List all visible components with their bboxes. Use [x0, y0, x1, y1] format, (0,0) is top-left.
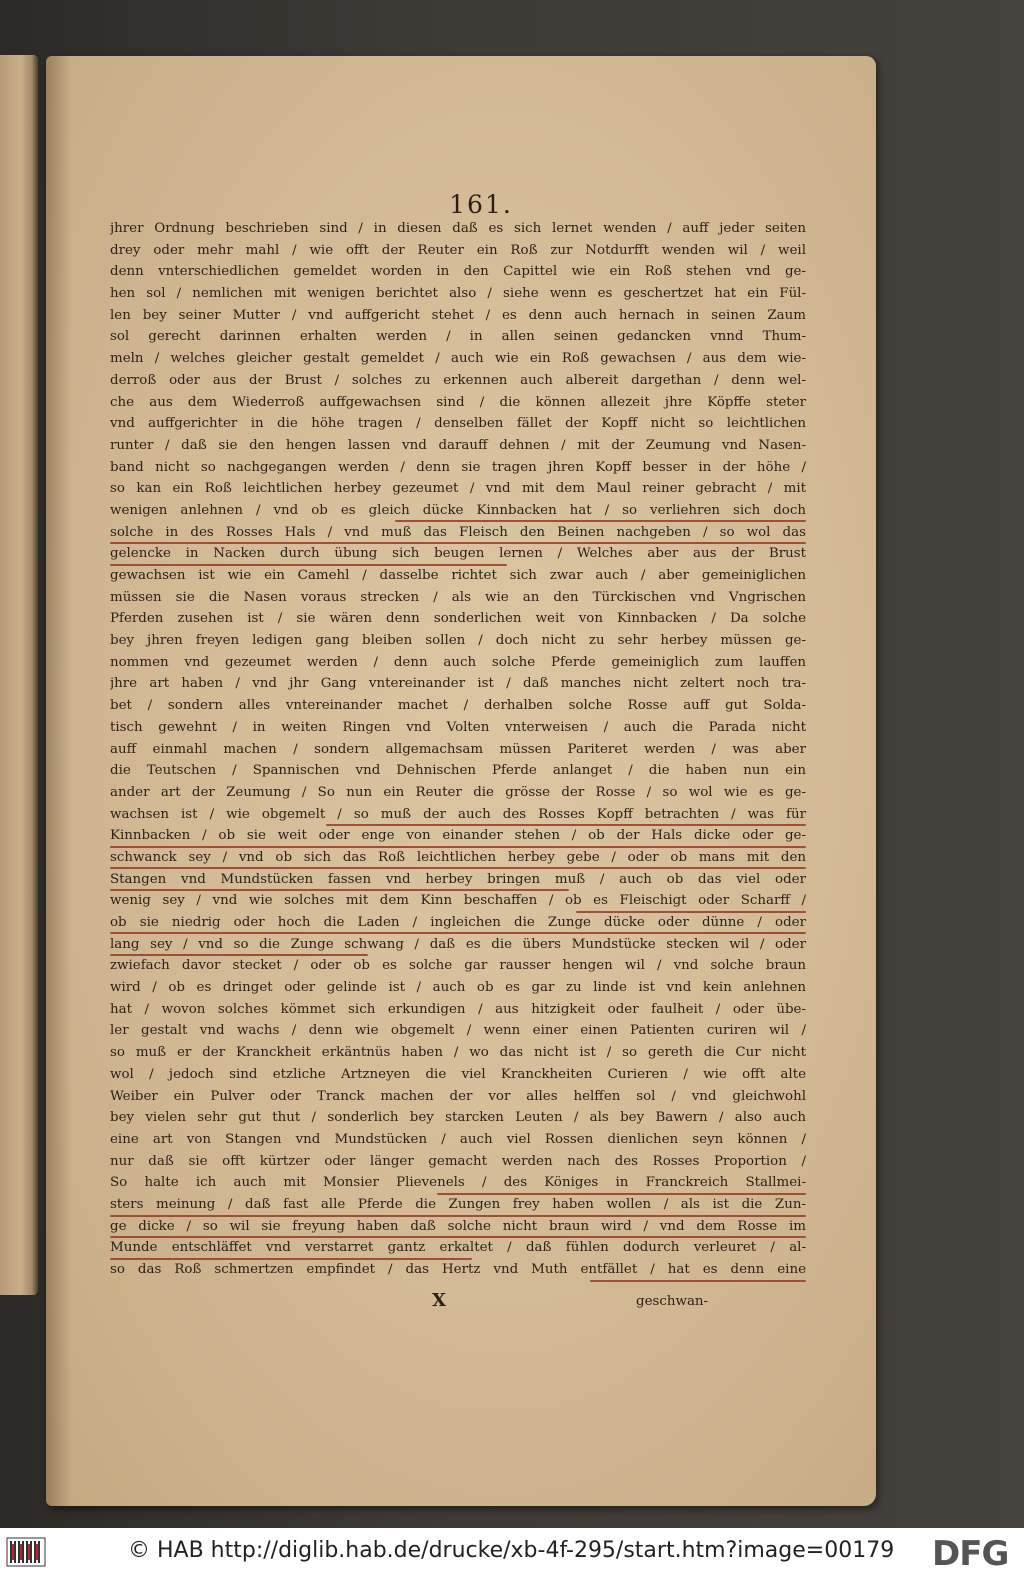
text-line: runter / daß sie den hengen lassen vnd darauff dehnen / mit der Zeumung vnd Nasen-	[110, 437, 806, 453]
red-underline	[437, 1193, 806, 1195]
text-block	[110, 218, 806, 1281]
text-line: so kan ein Roß leichtlichen herbey gezeumet / vnd mit dem Maul reiner gebracht / mit	[110, 481, 806, 497]
text-line: nur daß sie offt kürtzer oder länger gemacht werden nach des Rosses Proportion /	[110, 1153, 806, 1169]
text-line: hen sol / nemlichen mit wenigen berichtet also / siehe wenn es geschertzet hat ein Fül-	[110, 286, 806, 302]
text-line: sol gerecht darinnen erhalten werden / in allen seinen gedancken vnnd Thum-	[110, 329, 806, 345]
text-line: band nicht so nachgegangen werden / denn sie tragen jhren Kopff besser in der höhe /	[110, 459, 806, 475]
text-line: bey jhren freyen ledigen gang bleiben sollen / doch nicht zu sehr herbey müssen ge-	[110, 633, 806, 649]
red-underline	[110, 867, 806, 869]
red-underline	[576, 911, 806, 913]
text-line: bey vielen sehr gut thut / sonderlich bey starcken Leuten / als bey Bawern / also auch	[110, 1110, 806, 1126]
text-line: ler gestalt vnd wachs / denn wie obgemelt / wenn einer einen Patienten curiren wil /	[110, 1023, 806, 1039]
text-line: Stangen vnd Mundstücken fassen vnd herbey bringen muß / auch ob das viel oder	[110, 871, 806, 887]
text-line: wird / ob es dringet oder gelinde ist / auch ob es gar zu linde ist vnd kein anlehnen	[110, 980, 806, 996]
red-underline	[110, 954, 368, 956]
text-line: Weiber ein Pulver oder Tranck machen der vor alles helffen sol / vnd gleichwohl	[110, 1088, 806, 1104]
text-line: solche in des Rosses Hals / vnd muß das Fleisch den Beinen nachgeben / so wol das	[110, 524, 806, 540]
text-line: Kinnbacken / ob sie weit oder enge von einander stehen / ob der Hals dicke oder ge-	[110, 828, 806, 844]
signature-mark: X	[432, 1290, 446, 1311]
text-line: gewachsen ist wie ein Camehl / dasselbe richtet sich zwar auch / aber gemeiniglichen	[110, 568, 806, 583]
text-line: ander art der Zeumung / So nun ein Reuter die grösse der Rosse / so wol wie es ge-	[110, 784, 806, 800]
red-underline	[110, 1258, 472, 1260]
red-underline	[110, 846, 806, 848]
text-line: sters meinung / daß fast alle Pferde die Zungen frey haben wollen / als ist die Zun-	[110, 1196, 806, 1212]
book-page	[46, 56, 876, 1506]
red-underline	[110, 1236, 806, 1238]
text-line: so das Roß schmertzen empfindet / das Hertz vnd Muth entfället / hat es denn eine	[110, 1262, 806, 1277]
footer-bar	[0, 1528, 1024, 1577]
text-line: len bey seiner Mutter / vnd auffgericht stehet / es denn auch hernach in seinen Zaum	[110, 307, 806, 323]
text-line: wachsen ist / wie obgemelt / so muß der auch des Rosses Kopff betrachten / was für	[110, 806, 806, 822]
text-line: ge dicke / so wil sie freyung haben daß solche nicht braun wird / vnd dem Rosse im	[110, 1218, 806, 1234]
text-line: lang sey / vnd so die Zunge schwang / daß es die übers Mundstücke stecken wil / oder	[110, 936, 806, 952]
dfg-logo: DFG	[932, 1534, 1009, 1574]
text-line: jhrer Ordnung beschrieben sind / in diesen daß es sich lernet wenden / auff jeder seiten	[110, 221, 806, 236]
red-underline	[110, 889, 569, 891]
text-line: zwiefach davor stecket / oder ob es solche gar rausser hengen wil / vnd solche braun	[110, 958, 806, 974]
text-line: so muß er der Kranckheit erkäntnüs haben / wo das nicht ist / so gereth die Cur nicht	[110, 1045, 806, 1061]
text-line: tisch gewehnt / in weiten Ringen vnd Volten vnterweisen / auch die Parada nicht	[110, 719, 806, 735]
text-line: che aus dem Wiederroß auffgewachsen sind / die können allezeit jhre Köpffe steter	[110, 394, 806, 410]
text-line: müssen sie die Nasen voraus strecken / als wie an den Türckischen vnd Vngrischen	[110, 589, 806, 605]
text-line: gelencke in Nacken durch übung sich beugen lernen / Welches aber aus der Brust	[110, 546, 806, 562]
text-line: So halte ich auch mit Monsier Plievenels / des Königes in Franckreich Stallmei-	[110, 1175, 806, 1191]
text-line: vnd auffgerichter in die höhe tragen / denselben fället der Kopff nicht so leichtlichen	[110, 416, 806, 432]
red-underline	[326, 824, 806, 826]
red-underline	[110, 1215, 806, 1217]
text-line: hat / wovon solches kömmet sich erkundigen / aus hitzigkeit oder faulheit / oder übe-	[110, 1001, 806, 1017]
hab-logo-icon	[6, 1536, 46, 1568]
text-line: nommen vnd gezeumet werden / denn auch solche Pferde gemeiniglich zum lauffen	[110, 654, 806, 670]
text-line: jhre art haben / vnd jhr Gang vntereinander ist / daß manches nicht zeltert noch tra-	[110, 676, 806, 692]
text-line: eine art von Stangen vnd Mundstücken / auch viel Rossen dienlichen seyn können /	[110, 1131, 806, 1147]
catchword: geschwan-	[636, 1294, 709, 1309]
text-line: denn vnterschiedlichen gemeldet worden in den Capittel wie ein Roß stehen vnd ge-	[110, 264, 806, 280]
page-number: 161.	[449, 190, 513, 219]
text-line: Munde entschläffet vnd verstarret gantz erkaltet / daß fühlen dodurch verleuret / al-	[110, 1240, 806, 1256]
text-line: wenigen anlehnen / vnd ob es gleich dücke Kinnbacken hat / so verliehren sich doch	[110, 502, 806, 518]
text-line: die Teutschen / Spannischen vnd Dehnischen Pferde anlanget / die haben nun ein	[110, 763, 806, 779]
text-line: auff einmahl machen / sondern allgemachsam müssen Pariteret werden / was aber	[110, 741, 806, 757]
red-underline	[110, 542, 806, 544]
text-line: meln / welches gleicher gestalt gemeldet / auch wie ein Roß gewachsen / aus dem wie-	[110, 351, 806, 367]
red-underline	[110, 564, 507, 566]
red-underline	[395, 520, 806, 522]
text-line: wenig sey / vnd wie solches mit dem Kinn beschaffen / ob es Fleischigt oder Scharff /	[110, 893, 806, 909]
text-line: ob sie niedrig oder hoch die Laden / ingleichen die Zunge dücke oder dünne / oder	[110, 915, 806, 930]
red-underline	[590, 1280, 806, 1282]
text-line: schwanck sey / vnd ob sich das Roß leichtlichen herbey gebe / oder ob mans mit den	[110, 849, 806, 865]
text-line: bet / sondern alles vntereinander machet / derhalben solche Rosse auff gut Solda-	[110, 698, 806, 714]
text-line: wol / jedoch sind etzliche Artzneyen die viel Kranckheiten Curieren / wie offt alte	[110, 1066, 806, 1082]
text-line: Pferden zusehen ist / sie wären denn sonderlichen weit von Kinnbacken / Da solche	[110, 611, 806, 627]
text-line: derroß oder aus der Brust / solches zu erkennen auch albereit dargethan / denn wel-	[110, 372, 806, 388]
facing-page-edge	[0, 55, 38, 1295]
copyright-url[interactable]: © HAB http://diglib.hab.de/drucke/xb-4f-295/start.htm?image=00179	[128, 1538, 895, 1563]
text-line: drey oder mehr mahl / wie offt der Reuter ein Roß zur Notdurfft wenden wil / weil	[110, 242, 806, 258]
